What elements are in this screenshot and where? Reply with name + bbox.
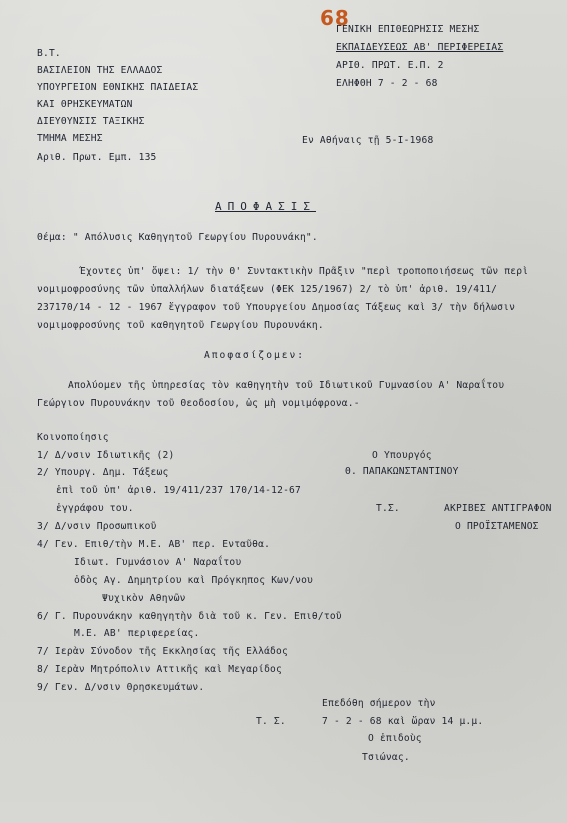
sender-line: ΥΠΟΥΡΓΕΙΟΝ ΕΘΝΙΚΗΣ ΠΑΙΔΕΙΑΣ	[37, 82, 199, 93]
notify-item: 6/ Γ. Πυρουνάκην καθηγητὴν διὰ τοῦ κ. Γεν. Επιθ/τοῦ	[37, 611, 342, 622]
sender-line: ΚΑΙ ΘΡΗΣΚΕΥΜΑΤΩΝ	[37, 99, 133, 110]
notify-item: ὁδὸς Αγ. Δημητρίου καὶ Πρόγκηπος Κων/νου	[74, 575, 314, 586]
certified-signer: Ο ΠΡΟΪΣΤΑΜΕΝΟΣ	[455, 521, 539, 532]
seal-mark: Τ. Σ.	[256, 716, 286, 727]
received-date: ΕΛΗΦΘΗ 7 - 2 - 68	[336, 78, 438, 89]
notify-item: Ιδιωτ. Γυμνάσιον Α' Ναραΐτου	[74, 557, 242, 568]
office-line: ΕΚΠΑΙΔΕΥΣΕΩΣ ΑΒ' ΠΕΡΙΦΕΡΕΙΑΣ	[336, 42, 504, 53]
notify-item: 7/ Ιερὰν Σύνοδον τῆς Εκκλησίας τῆς Ελλάδος	[37, 646, 288, 657]
paragraph-line: Γεώργιον Πυρουνάκην τοῦ Θεοδοσίου, ὡς μὴ νομιμόφρονα.-	[37, 398, 360, 409]
sender-line: Β.Τ.	[37, 48, 61, 59]
delivery-line: Επεδόθη σήμερον τὴν	[322, 698, 436, 709]
decide-heading: Αποφασίζομεν:	[204, 350, 306, 361]
document-title: ΑΠΟΦΑΣΙΣ	[215, 200, 316, 213]
seal-mark: Τ.Σ.	[376, 503, 400, 514]
subject-line: Θέμα: " Απόλυσις Καθηγητοῦ Γεωργίου Πυρουνάκη".	[37, 232, 318, 243]
notify-item: 3/ Δ/νσιν Προσωπικοῦ	[37, 521, 157, 532]
notify-item: ἐπὶ τοῦ ὑπ' ἀριθ. 19/411/237 170/14-12-67	[56, 485, 302, 496]
paragraph-line: 237170/14 - 12 - 1967 ἔγγραφον τοῦ Υπουργείου Δημοσίας Τάξεως καὶ 3/ τὴν δήλωσιν	[37, 302, 516, 313]
notify-item: 9/ Γεν. Δ/νσιν Θρησκευμάτων.	[37, 682, 205, 693]
notify-item: Ψυχικὸν Αθηνῶν	[102, 593, 186, 604]
office-line: ΑΡΙΘ. ΠΡΩΤ. Ε.Π. 2	[336, 60, 444, 71]
date-line: Εν Αθήναις τῇ 5-I-1968	[302, 135, 434, 146]
paragraph-line: νομιμοφροσύνης τοῦ καθηγητοῦ Γεωργίου Πυρουνάκη.	[37, 320, 324, 331]
notify-heading: Κοινοποίησις	[37, 432, 109, 443]
paragraph-line: Απολύομεν τῆς ὑπηρεσίας τὸν καθηγητὴν τοῦ Ιδιωτικοῦ Γυμνασίου Α' Ναραΐτου	[68, 380, 505, 391]
page-number: 68	[320, 6, 350, 30]
sender-line: ΤΜΗΜΑ ΜΕΣΗΣ	[37, 133, 103, 144]
delivery-signer: Τσιώνας.	[362, 752, 410, 763]
notify-item: 8/ Ιερὰν Μητρόπολιν Αττικῆς καὶ Μεγαρίδος	[37, 664, 283, 675]
notify-item: Μ.Ε. ΑΒ' περιφερείας.	[74, 628, 200, 639]
minister-title: Ο Υπουργός	[372, 450, 432, 461]
notify-item: 4/ Γεν. Επιθ/τὴν Μ.Ε. ΑΒ' περ. Ενταῦθα.	[37, 539, 271, 550]
certified-label: ΑΚΡΙΒΕΣ ΑΝΤΙΓΡΑΦΟΝ	[444, 503, 552, 514]
notify-item: 1/ Δ/νσιν Ιδιωτικῆς (2)	[37, 450, 175, 461]
sender-line: ΔΙΕΥΘΥΝΣΙΣ ΤΑΞΙΚΗΣ	[37, 116, 145, 127]
minister-name: Θ. ΠΑΠΑΚΩΝΣΤΑΝΤΙΝΟΥ	[345, 466, 459, 477]
notify-item: 2/ Υπουργ. Δημ. Τάξεως	[37, 467, 169, 478]
office-line: ΓΕΝΙΚΗ ΕΠΙΘΕΩΡΗΣΙΣ ΜΕΣΗΣ	[336, 24, 480, 35]
notify-item: ἐγγράφου του.	[56, 503, 134, 514]
sender-line: ΒΑΣΙΛΕΙΟΝ ΤΗΣ ΕΛΛΑΔΟΣ	[37, 65, 163, 76]
paragraph-line: Έχοντες ὑπ' ὄψει: 1/ τὴν Θ' Συντακτικὴν Πρᾶξιν "περὶ τροποποιήσεως τῶν περὶ	[80, 266, 529, 277]
delivery-line: 7 - 2 - 68 καὶ ὥραν 14 μ.μ.	[322, 716, 484, 727]
protocol-number: Αριθ. Πρωτ. Εμπ. 135	[37, 152, 157, 163]
delivery-line: Ο ἐπιδοὺς	[368, 733, 422, 744]
paragraph-line: νομιμοφροσύνης τῶν ὑπαλλήλων διατάξεων (ΦΕΚ 125/1967) 2/ τὸ ὑπ' ἀριθ. 19/411/	[37, 284, 498, 295]
